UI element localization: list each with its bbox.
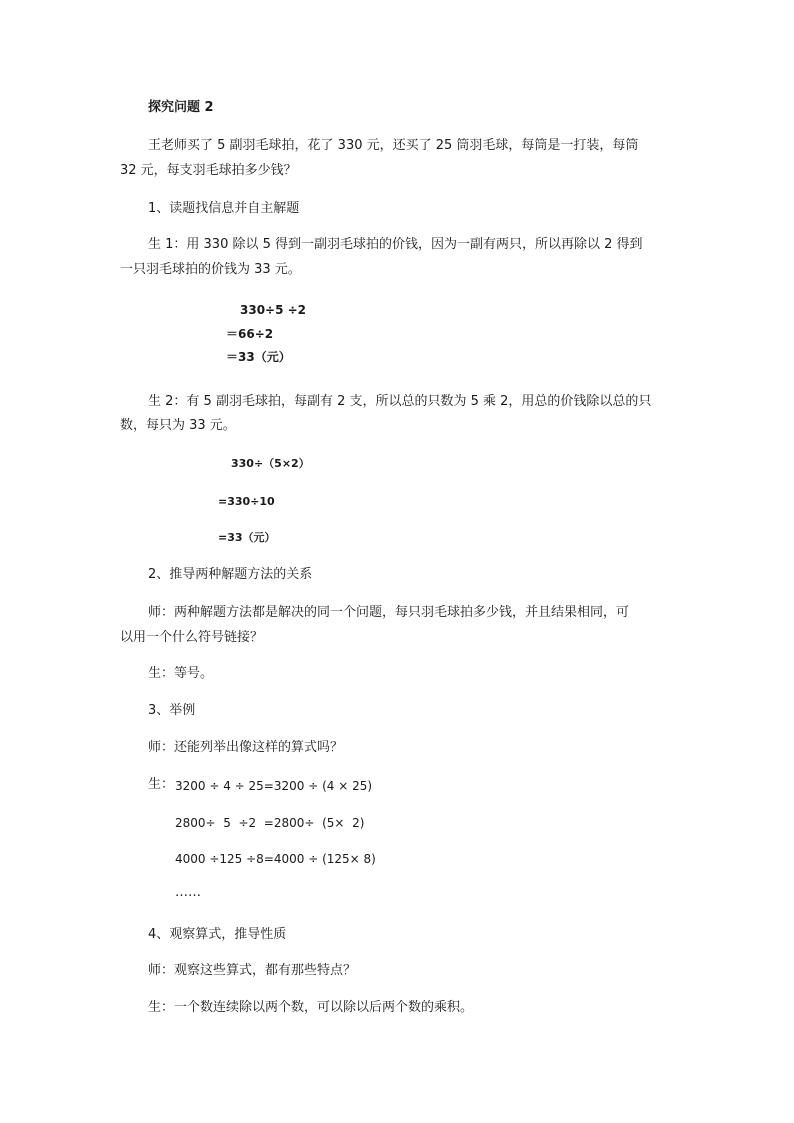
calc-1-line-3: ＝33（元） [226,350,291,364]
example-2: 2800÷ 5 ÷2 =2800÷ (5× 2) [175,816,365,830]
problem-line-1: 王老师买了 5 副羽毛球拍，花了 330 元，还买了 25 筒羽毛球，每筒是一打装，每筒 [148,138,639,153]
examples-prefix: 生： [148,777,175,792]
teacher-2: 师：还能列举出像这样的算式吗？ [148,740,344,755]
step-3-heading: 3、举例 [148,703,196,718]
student-1-line-1: 生 1：用 330 除以 5 得到一副羽毛球拍的价钱，因为一副有两只，所以再除以 2 得到 [148,237,643,252]
calc-2-line-3: =33（元） [218,531,276,544]
conclusion: 生：一个数连续除以两个数，可以除以后两个数的乘积。 [148,1000,474,1015]
step-4-heading: 4、观察算式，推导性质 [148,927,287,942]
example-3: 4000 ÷125 ÷8=4000 ÷ (125× 8) [175,852,376,866]
examples-ellipsis: …… [175,885,201,900]
step-1-heading: 1、读题找信息并自主解题 [148,201,300,216]
calc-2-line-1: 330÷（5×2） [231,457,310,470]
teacher-3: 师：观察这些算式，都有那些特点？ [148,963,357,978]
calc-1-line-1: 330÷5 ÷2 [240,303,307,317]
teacher-1-line-1: 师：两种解题方法都是解决的同一个问题，每只羽毛球拍多少钱，并且结果相同，可 [148,605,630,620]
step-2-heading: 2、推导两种解题方法的关系 [148,567,313,582]
student-2-line-2: 数，每只为 33 元。 [120,418,236,433]
student-2-line-1: 生 2：有 5 副羽毛球拍，每副有 2 支，所以总的只数为 5 乘 2，用总的价钱除以总的只 [148,394,652,409]
calc-2-line-2: =330÷10 [218,495,275,508]
example-1: 3200 ÷ 4 ÷ 25=3200 ÷ (4 × 25) [175,779,373,793]
section-title: 探究问题 2 [148,100,214,115]
answer-1: 生：等号。 [148,666,214,681]
calc-1-line-2: ＝66÷2 [226,327,274,341]
problem-line-2: 32 元，每支羽毛球拍多少钱？ [120,163,297,178]
student-1-line-2: 一只羽毛球拍的价钱为 33 元。 [120,262,301,277]
teacher-1-line-2: 以用一个什么符号链接？ [120,630,264,645]
